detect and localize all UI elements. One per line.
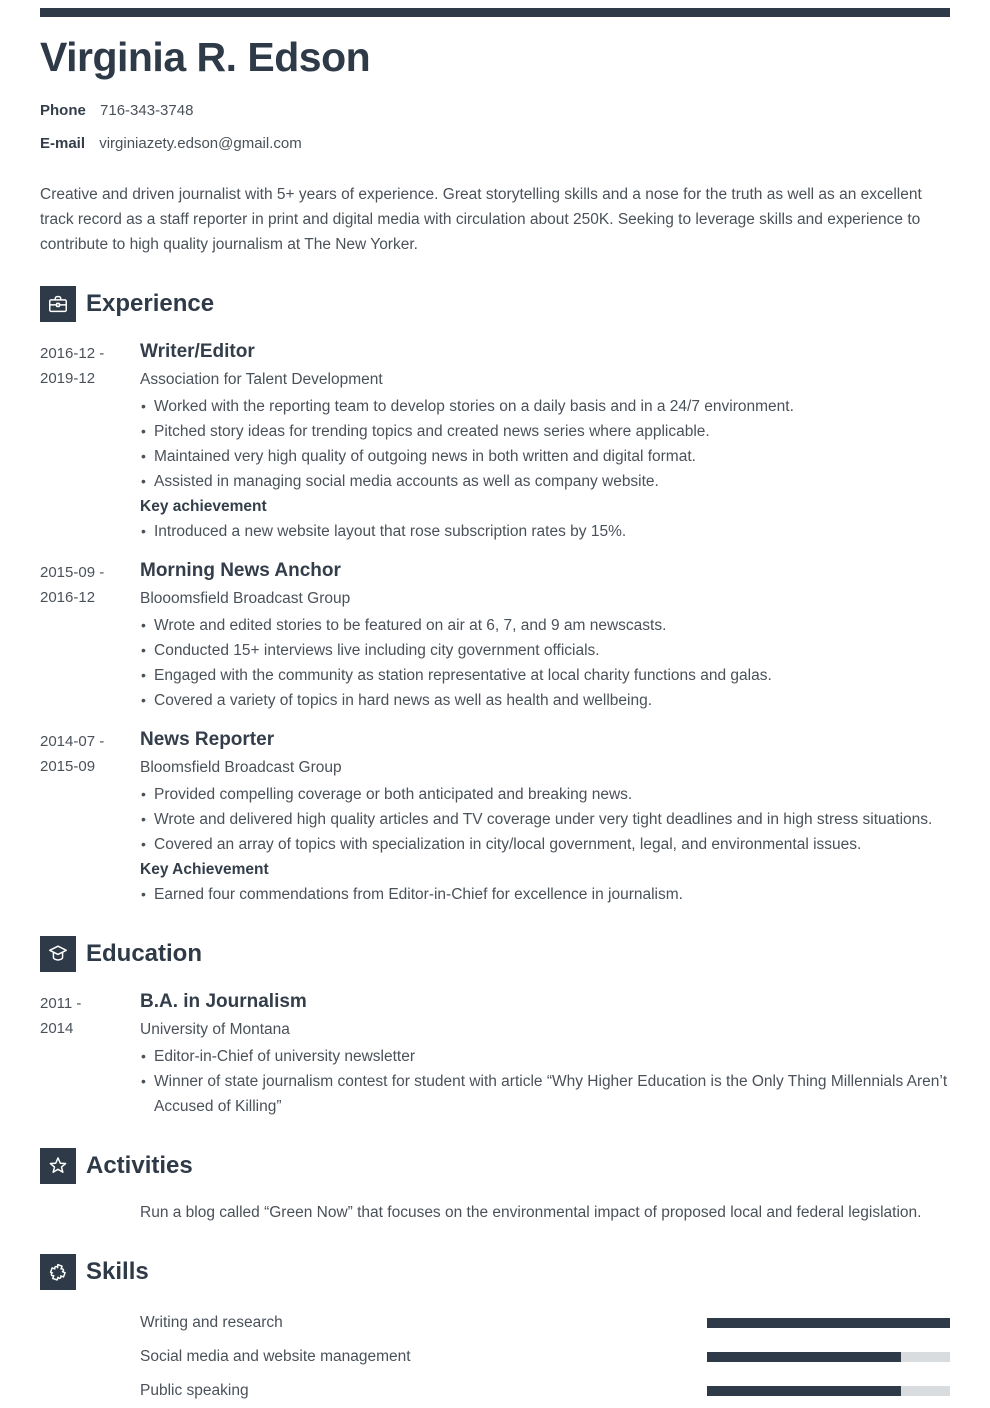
contact-block bbox=[40, 103, 950, 152]
bullet-item: • Engaged with the community as station representative at local charity functions and galas. bbox=[140, 663, 950, 688]
email-value: virginiazety.edson@gmail.com bbox=[99, 135, 302, 152]
phone-label: Phone bbox=[40, 102, 86, 119]
activities-entry bbox=[40, 1200, 950, 1225]
bullet-item: • Assisted in managing social media accounts as well as company website. bbox=[140, 469, 950, 494]
date-end: 2015-09 bbox=[40, 758, 96, 775]
experience-section-header bbox=[40, 286, 950, 322]
skill-row bbox=[40, 1374, 950, 1408]
date-end: 2016-12 bbox=[40, 589, 96, 606]
activities-section-header bbox=[40, 1148, 950, 1184]
date-end: 2014 bbox=[40, 1020, 74, 1037]
phone-value: 716-343-3748 bbox=[100, 102, 194, 119]
page-title: Virginia R. Edson bbox=[40, 34, 371, 80]
bullet-list bbox=[140, 782, 950, 857]
bullet-item: • Wrote and edited stories to be featured on air at 6, 7, and 9 am newscasts. bbox=[140, 613, 950, 638]
summary-paragraph: Creative and driven journalist with 5+ years of experience. Great storytelling skills and a nose for the truth as well as an excellent track record as a staff reporter in print and digital media with circulation about 250K. Seeking to leverage skills and experience to contribute to high quality journalism at The New Yorker. bbox=[40, 186, 922, 253]
graduation-cap-icon bbox=[40, 936, 76, 972]
bullet-item: • Pitched story ideas for trending topics and created news series where applicable. bbox=[140, 419, 950, 444]
key-achievement-label: Key Achievement bbox=[140, 861, 269, 878]
puzzle-icon bbox=[40, 1254, 76, 1290]
entry-dates bbox=[40, 557, 140, 713]
skill-fill bbox=[707, 1318, 950, 1328]
skill-bar bbox=[707, 1352, 950, 1362]
bullet-item: • Introduced a new website layout that rose subscription rates by 15%. bbox=[140, 519, 950, 544]
skill-bar bbox=[707, 1386, 950, 1396]
phone-row bbox=[40, 103, 950, 119]
entry-dates bbox=[40, 338, 140, 544]
bullet-list bbox=[140, 613, 950, 713]
skill-bar bbox=[707, 1318, 950, 1328]
date-start: 2011 - bbox=[40, 995, 82, 1012]
bullet-item: • Editor-in-Chief of university newsletter bbox=[140, 1044, 950, 1069]
date-end: 2019-12 bbox=[40, 370, 96, 387]
bullet-item: • Wrote and delivered high quality articles and TV coverage under very tight deadlines and in high stress situations. bbox=[140, 807, 950, 832]
education-section-title: Education bbox=[86, 940, 203, 967]
bullet-item: • Covered an array of topics with specialization in city/local government, legal, and environmental issues. bbox=[140, 832, 950, 857]
skills-list bbox=[40, 1306, 950, 1408]
activities-section-title: Activities bbox=[86, 1152, 193, 1179]
key-achievement-label: Key achievement bbox=[140, 498, 267, 515]
key-bullet-list bbox=[140, 882, 950, 907]
date-start: 2014-07 - bbox=[40, 733, 105, 750]
experience-entry bbox=[40, 726, 950, 907]
job-title: Writer/Editor bbox=[140, 341, 255, 362]
key-bullet-list bbox=[140, 519, 950, 544]
email-row bbox=[40, 136, 950, 152]
education-section-header bbox=[40, 936, 950, 972]
star-icon bbox=[40, 1148, 76, 1184]
bullet-item: • Covered a variety of topics in hard news as well as health and wellbeing. bbox=[140, 688, 950, 713]
skill-label: Writing and research bbox=[140, 1314, 283, 1331]
skills-section-title: Skills bbox=[86, 1258, 149, 1285]
organization: Association for Talent Development bbox=[140, 371, 383, 388]
bullet-list bbox=[140, 394, 950, 494]
degree-title: B.A. in Journalism bbox=[140, 991, 307, 1012]
entry-dates bbox=[40, 988, 140, 1119]
briefcase-icon bbox=[40, 286, 76, 322]
skills-section-header bbox=[40, 1254, 950, 1290]
school-name: University of Montana bbox=[140, 1021, 290, 1038]
bullet-list bbox=[140, 1044, 950, 1119]
date-start: 2016-12 - bbox=[40, 345, 105, 362]
top-accent-bar bbox=[40, 8, 950, 17]
experience-entry bbox=[40, 338, 950, 544]
skill-label: Public speaking bbox=[140, 1382, 249, 1399]
experience-entry bbox=[40, 557, 950, 713]
skill-row bbox=[40, 1306, 950, 1340]
bullet-item: • Maintained very high quality of outgoing news in both written and digital format. bbox=[140, 444, 950, 469]
bullet-item: • Winner of state journalism contest for student with article “Why Higher Education is the Only Thing Millennials Aren’t Accused of Killing” bbox=[140, 1069, 950, 1119]
activities-text: Run a blog called “Green Now” that focuses on the environmental impact of proposed local and federal legislation. bbox=[140, 1204, 922, 1221]
bullet-item: • Conducted 15+ interviews live including city government officials. bbox=[140, 638, 950, 663]
email-label: E-mail bbox=[40, 135, 86, 152]
job-title: News Reporter bbox=[140, 729, 275, 750]
skill-fill bbox=[707, 1352, 901, 1362]
bullet-item: • Provided compelling coverage or both anticipated and breaking news. bbox=[140, 782, 950, 807]
education-entry bbox=[40, 988, 950, 1119]
skill-fill bbox=[707, 1386, 901, 1396]
organization: Bloomsfield Broadcast Group bbox=[140, 759, 342, 776]
skill-label: Social media and website management bbox=[140, 1348, 411, 1365]
skill-row bbox=[40, 1340, 950, 1374]
entry-dates bbox=[40, 726, 140, 907]
experience-section-title: Experience bbox=[86, 290, 215, 317]
bullet-item: • Earned four commendations from Editor-in-Chief for excellence in journalism. bbox=[140, 882, 950, 907]
bullet-item: • Worked with the reporting team to develop stories on a daily basis and in a 24/7 environment. bbox=[140, 394, 950, 419]
organization: Blooomsfield Broadcast Group bbox=[140, 590, 351, 607]
date-start: 2015-09 - bbox=[40, 564, 105, 581]
job-title: Morning News Anchor bbox=[140, 560, 341, 581]
